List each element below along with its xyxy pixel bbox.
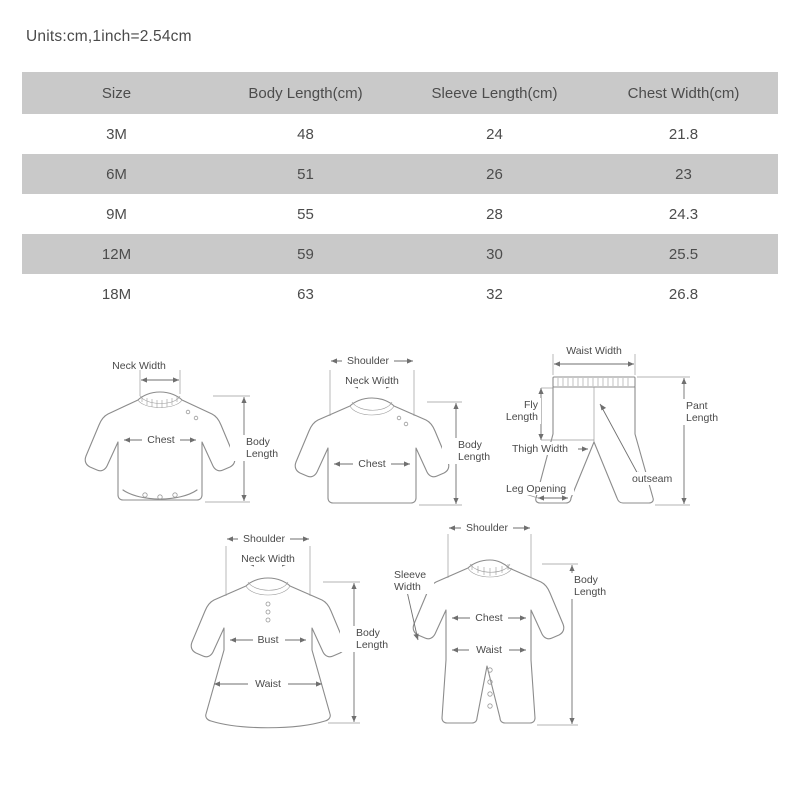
- column-header-sleeve-length: Sleeve Length(cm): [431, 84, 558, 102]
- cell-body-length: 55: [297, 205, 314, 223]
- table-row: [22, 274, 778, 314]
- table-row: [22, 154, 778, 194]
- units-note: Units:cm,1inch=2.54cm: [26, 28, 192, 45]
- label-body-length-line2: Length: [246, 448, 279, 460]
- table-row: [22, 234, 778, 274]
- dress-diagram: [191, 532, 388, 728]
- cell-chest-width: 21.8: [668, 125, 699, 143]
- label-fly-length-line2: Length: [505, 411, 538, 423]
- label-pant-length-line2: Length: [686, 412, 719, 424]
- label-body-length-line1: Body: [458, 439, 482, 451]
- cell-size: 18M: [101, 285, 132, 303]
- cell-size: 9M: [106, 205, 127, 223]
- table-body: [22, 114, 778, 314]
- label-chest: Chest: [475, 612, 503, 624]
- label-leg-opening: Leg Opening: [506, 483, 567, 495]
- cell-sleeve-length: 24: [486, 125, 503, 143]
- label-fly-length-line1: Fly: [524, 399, 538, 411]
- label-body-length-line2: Length: [458, 451, 491, 463]
- romper-diagram: [390, 521, 606, 725]
- label-chest: Chest: [147, 434, 175, 446]
- cell-chest-width: 26.8: [668, 285, 699, 303]
- cell-chest-width: 23: [675, 165, 692, 183]
- cell-body-length: 59: [297, 245, 314, 263]
- label-outseam: outseam: [632, 473, 673, 485]
- label-neck-width: Neck Width: [241, 553, 295, 565]
- label-body-length-line1: Body: [574, 574, 598, 586]
- label-pant-length-line1: Pant: [686, 400, 708, 412]
- measurement-diagrams: [0, 330, 800, 780]
- long-sleeve-bodysuit-diagram: [85, 360, 278, 502]
- label-sleeve-width-line1: Sleeve: [394, 569, 427, 581]
- cell-size: 3M: [106, 125, 127, 143]
- label-body-length-line1: Body: [246, 436, 270, 448]
- label-neck-width: Neck Width: [112, 360, 166, 372]
- label-shoulder: Shoulder: [242, 533, 286, 545]
- label-bust: Bust: [257, 634, 279, 646]
- table-header: [22, 72, 778, 114]
- label-sleeve-width-line2: Width: [394, 581, 421, 593]
- label-chest: Chest: [358, 458, 386, 470]
- label-shoulder: Shoulder: [465, 522, 509, 534]
- label-neck-width: Neck Width: [345, 375, 399, 387]
- long-sleeve-top-diagram: [295, 354, 490, 505]
- column-header-body-length: Body Length(cm): [248, 84, 363, 102]
- cell-sleeve-length: 30: [486, 245, 503, 263]
- label-waist-width: Waist Width: [566, 345, 622, 357]
- label-waist: Waist: [476, 644, 502, 656]
- cell-body-length: 51: [297, 165, 314, 183]
- cell-sleeve-length: 28: [486, 205, 503, 223]
- label-shoulder: Shoulder: [346, 355, 390, 367]
- label-body-length-line2: Length: [356, 639, 389, 651]
- table-header-row: [22, 72, 778, 114]
- table-row: [22, 114, 778, 154]
- column-header-size: Size: [101, 84, 132, 102]
- column-header-chest-width: Chest Width(cm): [627, 84, 740, 102]
- label-body-length-line2: Length: [574, 586, 607, 598]
- label-thigh-width: Thigh Width: [512, 443, 569, 455]
- label-waist: Waist: [255, 678, 281, 690]
- label-body-length-line1: Body: [356, 627, 380, 639]
- cell-chest-width: 25.5: [668, 245, 699, 263]
- cell-body-length: 48: [297, 125, 314, 143]
- cell-body-length: 63: [297, 285, 314, 303]
- size-chart-table: [22, 72, 778, 314]
- cell-chest-width: 24.3: [668, 205, 699, 223]
- cell-sleeve-length: 32: [486, 285, 503, 303]
- cell-size: 6M: [106, 165, 127, 183]
- table-row: [22, 194, 778, 234]
- pants-diagram: [504, 344, 718, 505]
- cell-sleeve-length: 26: [486, 165, 503, 183]
- cell-size: 12M: [101, 245, 132, 263]
